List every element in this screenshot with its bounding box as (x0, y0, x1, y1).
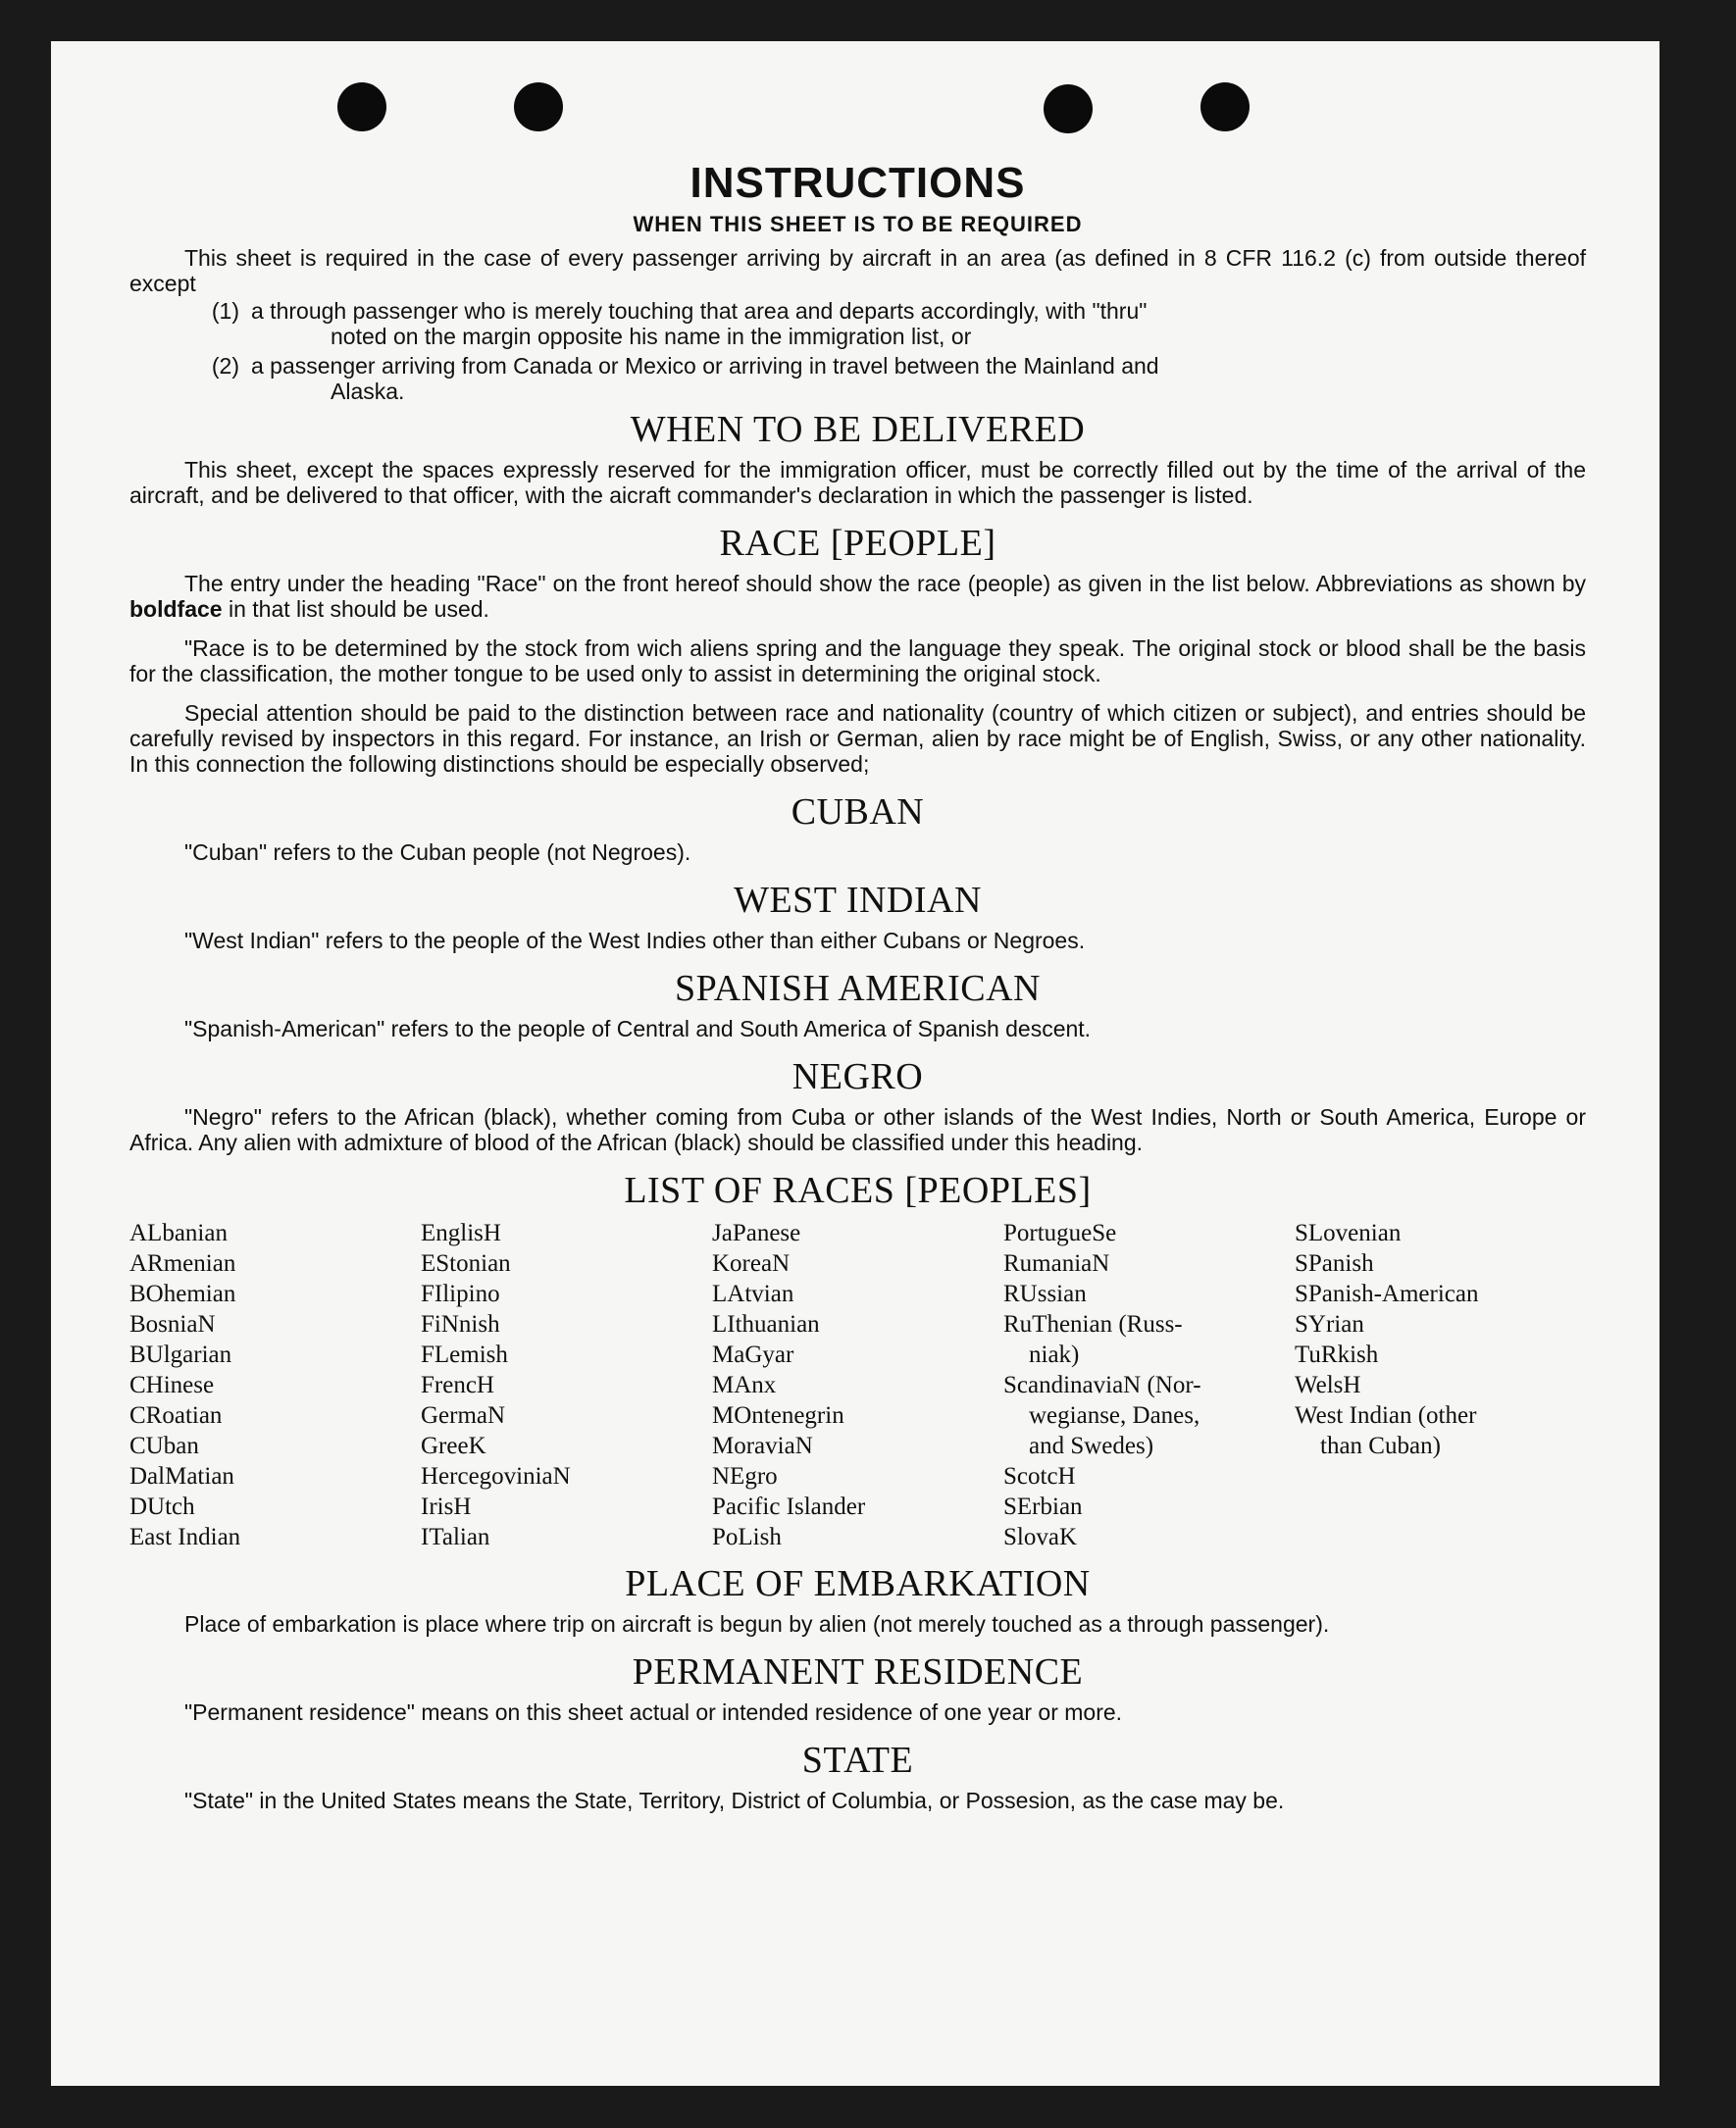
race-entry-continuation: and Swedes) (1029, 1433, 1154, 1459)
race-entry: IrisH (421, 1494, 472, 1520)
item-text: a passenger arriving from Canada or Mexico or arriving in travel between the Mainland and (251, 353, 1159, 379)
race-paragraph-3: Special attention should be paid to the distinction between race and nationality (country of which citizen or subject), and entries should be carefully revised by inspectors in this regard. For instance, an Irish or German, alien by race might be of English, Swiss, or any other nationality. In this connection the following distinctions should be especially observed; (129, 700, 1586, 777)
race-entry: SlovaK (1003, 1524, 1077, 1550)
race-entry: MaGyar (712, 1342, 794, 1368)
delivered-paragraph: This sheet, except the spaces expressly reserved for the immigration officer, must be correctly filled out by the time of the arrival of the aircraft, and be delivered to that officer, with the aicraft commander's declaration in which the passenger is listed. (129, 457, 1586, 508)
page-title: INSTRUCTIONS (689, 159, 1026, 207)
race-entry: BOhemian (129, 1281, 236, 1307)
race-entry: JaPanese (712, 1220, 801, 1246)
punch-hole (514, 82, 563, 131)
race-entry: DalMatian (129, 1463, 234, 1490)
race-entry: MAnx (712, 1372, 777, 1398)
heading-spanish-american: SPANISH AMERICAN (675, 968, 1041, 1009)
race-paragraph-2: "Race is to be determined by the stock from wich aliens spring and the language they speak. The original stock or blood shall be the basis for the classification, the mother tongue to be used only to assist in determining the original stock. (129, 635, 1586, 686)
race-entry: TuRkish (1295, 1342, 1379, 1368)
heading-place-of-embarkation: PLACE OF EMBARKATION (625, 1563, 1091, 1604)
race-entry: SErbian (1003, 1494, 1083, 1520)
race-entry: EStonian (421, 1250, 511, 1277)
boldface-word: boldface (129, 596, 223, 622)
item-continuation: Alaska. (331, 379, 405, 404)
race-entry: RuThenian (Russ- (1003, 1311, 1183, 1338)
heading-state: STATE (801, 1740, 914, 1781)
race-entry: GreeK (421, 1433, 486, 1459)
race-entry-continuation: niak) (1029, 1342, 1080, 1368)
race-entry: MOntenegrin (712, 1402, 844, 1429)
race-entry: SPanish-American (1295, 1281, 1479, 1307)
races-column-2 (421, 1218, 712, 1552)
race-entry: RUssian (1003, 1281, 1087, 1307)
race-entry: BUlgarian (129, 1342, 232, 1368)
race-entry: SLovenian (1295, 1220, 1402, 1246)
heading-list-of-races: LIST OF RACES [PEOPLES] (624, 1170, 1092, 1211)
permanent-residence-paragraph: "Permanent residence" means on this sheet actual or intended residence of one year or more. (184, 1699, 1123, 1725)
document-body (129, 159, 1586, 1827)
race-entry: LIthuanian (712, 1311, 820, 1338)
race-entry: PortugueSe (1003, 1220, 1117, 1246)
item-continuation: noted on the margin opposite his name in the immigration list, or (331, 324, 972, 349)
race-entry: PoLish (712, 1524, 782, 1550)
race-entry: FLemish (421, 1342, 508, 1368)
spanish-american-paragraph: "Spanish-American" refers to the people of Central and South America of Spanish descent. (184, 1016, 1092, 1041)
races-column-1 (129, 1218, 421, 1552)
race-entry: ITalian (421, 1524, 490, 1550)
race-entry-continuation: than Cuban) (1320, 1433, 1441, 1459)
race-entry: FrencH (421, 1372, 494, 1398)
race-entry: ARmenian (129, 1250, 236, 1277)
race-entry: BosniaN (129, 1311, 216, 1338)
heading-west-indian: WEST INDIAN (734, 880, 982, 921)
races-list (129, 1218, 1586, 1552)
heading-permanent-residence: PERMANENT RESIDENCE (632, 1651, 1084, 1693)
exception-item-1 (129, 298, 1586, 349)
punch-hole (1200, 82, 1250, 131)
race-entry: CUban (129, 1433, 199, 1459)
races-column-4 (1003, 1218, 1295, 1552)
race-entry: MoraviaN (712, 1433, 813, 1459)
document-sheet (51, 41, 1659, 2086)
race-entry: ScandinaviaN (Nor- (1003, 1372, 1201, 1398)
race-entry: EnglisH (421, 1220, 501, 1246)
item-text: a through passenger who is merely touching that area and departs accordingly, with "thru" (251, 298, 1148, 324)
heading-when-delivered: WHEN TO BE DELIVERED (630, 409, 1086, 450)
race-entry: East Indian (129, 1524, 241, 1550)
race-entry: GermaN (421, 1402, 506, 1429)
heading-cuban: CUBAN (791, 791, 925, 833)
race-entry: WelsH (1295, 1372, 1361, 1398)
race-paragraph-1: The entry under the heading "Race" on the front hereof should show the race (people) as given in the list below. Abbreviations as shown by boldface in that list should be used. (129, 571, 1586, 622)
races-column-3 (712, 1218, 1003, 1552)
heading-negro: NEGRO (791, 1056, 924, 1097)
race-entry: CHinese (129, 1372, 215, 1398)
race-entry-continuation: wegianse, Danes, (1029, 1402, 1200, 1429)
item-number: (1) (211, 298, 239, 324)
state-paragraph: "State" in the United States means the State, Territory, District of Columbia, or Possesion, as the case may be. (184, 1788, 1285, 1813)
intro-paragraph: This sheet is required in the case of every passenger arriving by aircraft in an area (as defined in 8 CFR 116.2 (c) from outside thereof except (129, 245, 1586, 296)
race-entry: ALbanian (129, 1220, 228, 1246)
race-entry: ScotcH (1003, 1463, 1076, 1490)
heading-race: RACE [PEOPLE] (719, 523, 996, 564)
races-column-5 (1295, 1218, 1586, 1552)
embarkation-paragraph: Place of embarkation is place where trip on aircraft is begun by alien (not merely touched as a through passenger). (184, 1611, 1330, 1637)
race-entry: HercegoviniaN (421, 1463, 571, 1490)
item-number: (2) (211, 353, 239, 379)
punch-hole (1044, 84, 1093, 133)
race-entry: RumaniaN (1003, 1250, 1110, 1277)
race-entry: LAtvian (712, 1281, 794, 1307)
race-entry: Pacific Islander (712, 1494, 866, 1520)
punch-hole (337, 82, 386, 131)
race-entry: SYrian (1295, 1311, 1364, 1338)
cuban-paragraph: "Cuban" refers to the Cuban people (not Negroes). (184, 839, 691, 865)
race-entry: FIlipino (421, 1281, 500, 1307)
race-entry: KoreaN (712, 1250, 791, 1277)
negro-paragraph: "Negro" refers to the African (black), whether coming from Cuba or other islands of the West Indies, North or South America, Europe or Africa. Any alien with admixture of blood of the African (black) should be classified under this heading. (129, 1104, 1586, 1155)
race-entry: DUtch (129, 1494, 195, 1520)
page-subtitle: WHEN THIS SHEET IS TO BE REQUIRED (633, 212, 1083, 236)
race-entry: SPanish (1295, 1250, 1374, 1277)
race-entry: CRoatian (129, 1402, 223, 1429)
race-entry: NEgro (712, 1463, 778, 1490)
exception-item-2 (129, 353, 1586, 404)
west-indian-paragraph: "West Indian" refers to the people of the West Indies other than either Cubans or Negroes. (184, 928, 1086, 953)
race-entry: FiNnish (421, 1311, 500, 1338)
race-entry: West Indian (other (1295, 1402, 1477, 1429)
